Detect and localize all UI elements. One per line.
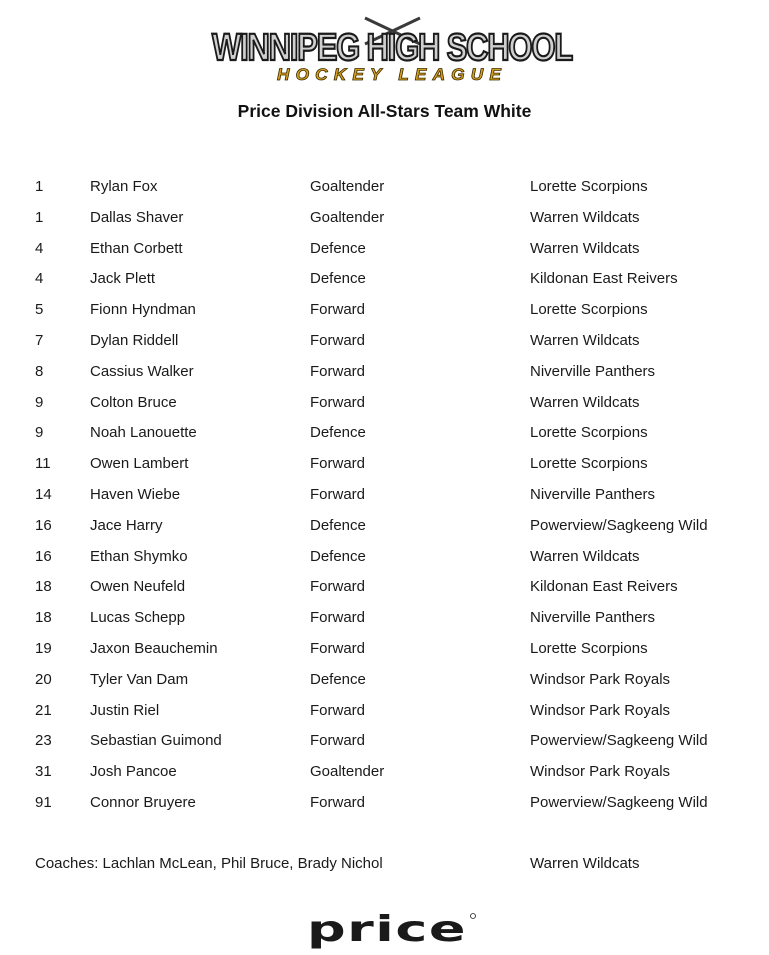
- player-number: 1: [35, 208, 44, 226]
- table-row: [35, 484, 755, 515]
- player-position: Forward: [310, 578, 366, 596]
- player-name: Jace Harry: [90, 516, 163, 534]
- table-row: [35, 700, 755, 731]
- sponsor-name: price: [307, 909, 467, 950]
- table-row: [35, 207, 755, 238]
- player-team: Windsor Park Royals: [530, 701, 671, 719]
- player-position: Forward: [310, 609, 366, 627]
- player-name: Haven Wiebe: [90, 485, 181, 503]
- registered-mark-icon: [471, 914, 476, 919]
- coaches-team: Warren Wildcats: [530, 855, 640, 872]
- player-name: Ethan Shymko: [90, 547, 188, 565]
- player-number: 23: [35, 732, 52, 750]
- logo-line1: WINNIPEG HIGH SCHOOL: [212, 27, 574, 69]
- player-number: 4: [35, 239, 44, 257]
- player-name: Cassius Walker: [90, 362, 194, 380]
- player-number: 20: [35, 670, 52, 688]
- player-name: Owen Neufeld: [90, 578, 186, 596]
- player-name: Tyler Van Dam: [90, 670, 189, 688]
- player-team: Warren Wildcats: [530, 208, 640, 226]
- table-row: [35, 176, 755, 207]
- table-row: [35, 268, 755, 299]
- player-position: Forward: [310, 301, 366, 319]
- table-row: [35, 515, 755, 546]
- player-position: Defence: [310, 516, 366, 534]
- table-row: [35, 299, 755, 330]
- player-number: 1: [35, 178, 44, 195]
- player-team: Warren Wildcats: [530, 331, 640, 349]
- player-position: Defence: [310, 424, 366, 442]
- player-position: Forward: [310, 362, 366, 380]
- player-team: Lorette Scorpions: [530, 178, 648, 195]
- player-name: Lucas Schepp: [90, 609, 186, 627]
- player-team: Warren Wildcats: [530, 393, 640, 411]
- player-team: Niverville Panthers: [530, 609, 656, 627]
- player-team: Windsor Park Royals: [530, 670, 671, 688]
- player-team: Lorette Scorpions: [530, 301, 648, 319]
- table-row: [35, 422, 755, 453]
- player-team: Lorette Scorpions: [530, 639, 648, 657]
- roster-table: [35, 176, 755, 823]
- player-team: Kildonan East Reivers: [530, 578, 678, 596]
- table-row: [35, 576, 755, 607]
- player-team: Powerview/Sagkeeng Wild: [530, 732, 708, 750]
- player-team: Windsor Park Royals: [530, 763, 671, 781]
- table-row: [35, 361, 755, 392]
- player-position: Forward: [310, 639, 366, 657]
- player-position: Defence: [310, 547, 366, 565]
- player-number: 4: [35, 270, 44, 288]
- player-number: 7: [35, 331, 44, 349]
- player-name: Josh Pancoe: [90, 763, 177, 781]
- player-number: 31: [35, 763, 52, 781]
- player-position: Forward: [310, 455, 366, 473]
- player-number: 18: [35, 578, 52, 596]
- league-logo: [205, 14, 580, 86]
- player-number: 18: [35, 609, 52, 627]
- player-position: Goaltender: [310, 208, 385, 226]
- player-name: Dallas Shaver: [90, 208, 184, 226]
- table-row: [35, 607, 755, 638]
- player-position: Forward: [310, 732, 366, 750]
- player-name: Owen Lambert: [90, 455, 189, 473]
- player-name: Dylan Riddell: [90, 331, 179, 349]
- player-name: Ethan Corbett: [90, 239, 183, 257]
- logo-line2: HOCKEY LEAGUE: [277, 65, 507, 84]
- player-name: Noah Lanouette: [90, 424, 197, 442]
- player-number: 5: [35, 301, 44, 319]
- player-name: Rylan Fox: [90, 178, 158, 195]
- player-name: Connor Bruyere: [90, 793, 196, 811]
- table-row: [35, 638, 755, 669]
- player-team: Lorette Scorpions: [530, 424, 648, 442]
- coaches-label: Coaches: Lachlan McLean, Phil Bruce, Brady Nichol: [35, 855, 383, 872]
- player-name: Jaxon Beauchemin: [90, 639, 218, 657]
- player-team: Warren Wildcats: [530, 239, 640, 257]
- player-position: Forward: [310, 701, 366, 719]
- table-row: [35, 669, 755, 700]
- player-team: Niverville Panthers: [530, 362, 656, 380]
- page-title: Price Division All-Stars Team White: [237, 101, 532, 121]
- player-name: Jack Plett: [90, 270, 156, 288]
- player-number: 8: [35, 362, 44, 380]
- player-position: Forward: [310, 393, 366, 411]
- player-number: 16: [35, 547, 52, 565]
- player-team: Warren Wildcats: [530, 547, 640, 565]
- player-position: Goaltender: [310, 178, 385, 195]
- player-number: 9: [35, 424, 44, 442]
- player-position: Forward: [310, 793, 366, 811]
- table-row: [35, 392, 755, 423]
- player-position: Forward: [310, 485, 366, 503]
- player-position: Defence: [310, 670, 366, 688]
- table-row: [35, 730, 755, 761]
- table-row: [35, 330, 755, 361]
- table-row: [35, 761, 755, 792]
- player-name: Colton Bruce: [90, 393, 177, 411]
- player-team: Niverville Panthers: [530, 485, 656, 503]
- table-row: [35, 792, 755, 823]
- player-team: Powerview/Sagkeeng Wild: [530, 793, 708, 811]
- player-position: Goaltender: [310, 763, 385, 781]
- player-position: Defence: [310, 239, 366, 257]
- player-number: 14: [35, 485, 52, 503]
- player-name: Sebastian Guimond: [90, 732, 222, 750]
- table-row: [35, 453, 755, 484]
- player-number: 91: [35, 793, 52, 811]
- player-number: 16: [35, 516, 52, 534]
- player-team: Powerview/Sagkeeng Wild: [530, 516, 708, 534]
- player-position: Forward: [310, 331, 366, 349]
- price-logo: [305, 911, 477, 949]
- player-name: Fionn Hyndman: [90, 301, 196, 319]
- player-number: 9: [35, 393, 44, 411]
- player-team: Lorette Scorpions: [530, 455, 648, 473]
- player-number: 11: [35, 455, 51, 473]
- player-team: Kildonan East Reivers: [530, 270, 678, 288]
- table-row: [35, 546, 755, 577]
- player-number: 21: [35, 701, 52, 719]
- table-row: [35, 238, 755, 269]
- player-name: Justin Riel: [90, 701, 160, 719]
- player-number: 19: [35, 639, 52, 657]
- player-position: Defence: [310, 270, 366, 288]
